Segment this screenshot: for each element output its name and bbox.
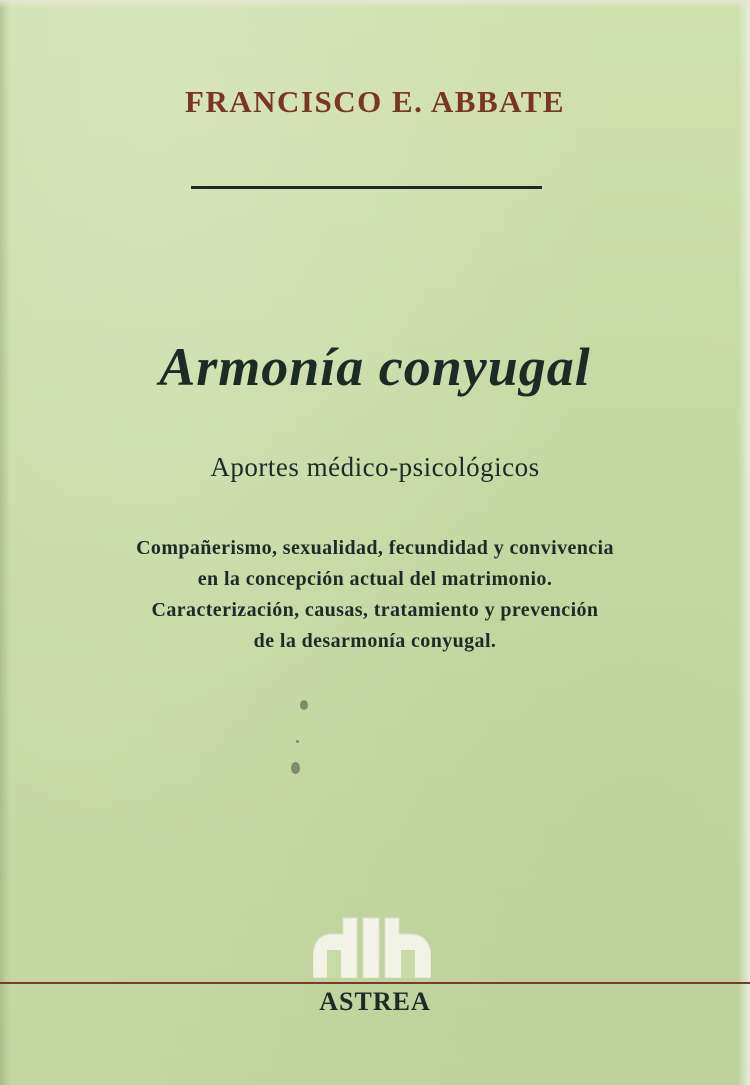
- publisher-logo-icon: [313, 908, 431, 978]
- description-line: en la concepción actual del matrimonio.: [197, 568, 553, 590]
- book-title: Armonía conyugal: [159, 337, 591, 397]
- publisher-name: ASTREA: [319, 987, 431, 1016]
- cover-description: [0, 533, 750, 657]
- cover-stain: [300, 700, 308, 710]
- cover-top-wear: [0, 0, 750, 8]
- cover-stain: [291, 762, 300, 774]
- bottom-divider-rule: [0, 982, 750, 984]
- description-line: de la desarmonía conyugal.: [253, 630, 497, 652]
- top-divider-rule: [191, 186, 542, 189]
- book-subtitle: Aportes médico-psicológicos: [210, 452, 540, 482]
- description-line: Caracterización, causas, tratamiento y prevención: [151, 599, 599, 621]
- cover-stain: [296, 740, 299, 743]
- description-line: Compañerismo, sexualidad, fecundidad y convivencia: [136, 537, 614, 559]
- author-name: FRANCISCO E. ABBATE: [184, 84, 566, 119]
